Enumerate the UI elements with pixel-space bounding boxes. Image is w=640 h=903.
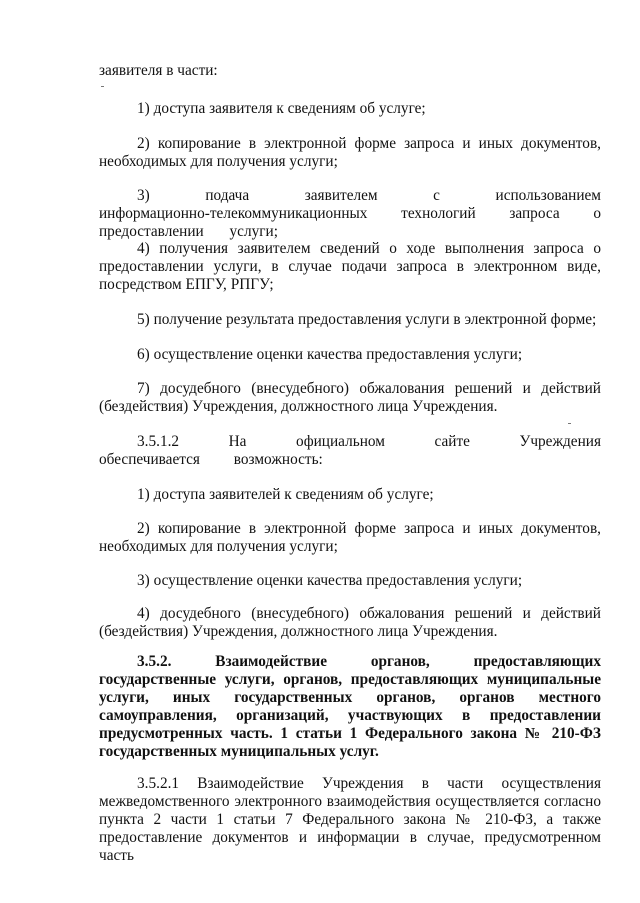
list-item-6: 6) осуществление оценки качества предоставления услуги; — [137, 346, 523, 363]
section-3-5-2-heading: 3.5.2. Взаимодействие органов, предоставляющих государственные услуги, органов, предоставляющих муниципальные услуги, иных государственных органов, органов местного самоуправления, организаций, участвующих в предоставлении предусмотренных часть. 1 статьи 1 Федерального закона № 210-ФЗ государственных муниципальных услуг. — [99, 653, 601, 760]
section-3-5-1-2: 3.5.1.2 На официальном сайте Учреждения обеспечивается возможность: — [99, 433, 601, 468]
scan-speck — [101, 86, 104, 87]
list-item-3: 3) подача заявителем с использованием информационно-телекоммуникационных технологий запроса о предоставлении услуги; — [99, 187, 601, 240]
list-item-7: 7) досудебного (внесудебного) обжалования решений и действий (бездействия) Учреждения, должностного лица Учреждения. — [99, 380, 601, 415]
scan-speck — [568, 423, 571, 424]
paragraph-continuation: заявителя в части: — [99, 62, 218, 79]
section-3-5-2-1: 3.5.2.1 Взаимодействие Учреждения в части осуществления межведомственного электронного взаимодействия осуществляется согласно пункта 2 части 1 статьи 7 Федерального закона № 210-ФЗ, а также предоставление документов и информации в случае, предусмотренном часть — [99, 775, 601, 864]
list-item-5: 5) получение результата предоставления услуги в электронной форме; — [137, 311, 597, 328]
site-item-4: 4) досудебного (внесудебного) обжалования решений и действий (бездействия) Учреждения, должностного лица Учреждения. — [99, 605, 601, 640]
list-item-4: 4) получения заявителем сведений о ходе выполнения запроса о предоставлении услуги, в случае подачи запроса в электронном виде, посредством ЕПГУ, РПГУ; — [99, 240, 601, 293]
site-item-1: 1) доступа заявителей к сведениям об услуге; — [137, 486, 434, 503]
list-item-1: 1) доступа заявителя к сведениям об услуге; — [137, 100, 426, 117]
list-item-2: 2) копирование в электронной форме запроса и иных документов, необходимых для получения услуги; — [99, 135, 601, 170]
site-item-3: 3) осуществление оценки качества предоставления услуги; — [137, 572, 523, 589]
site-item-2: 2) копирование в электронной форме запроса и иных документов, необходимых для получения услуги; — [99, 520, 601, 555]
